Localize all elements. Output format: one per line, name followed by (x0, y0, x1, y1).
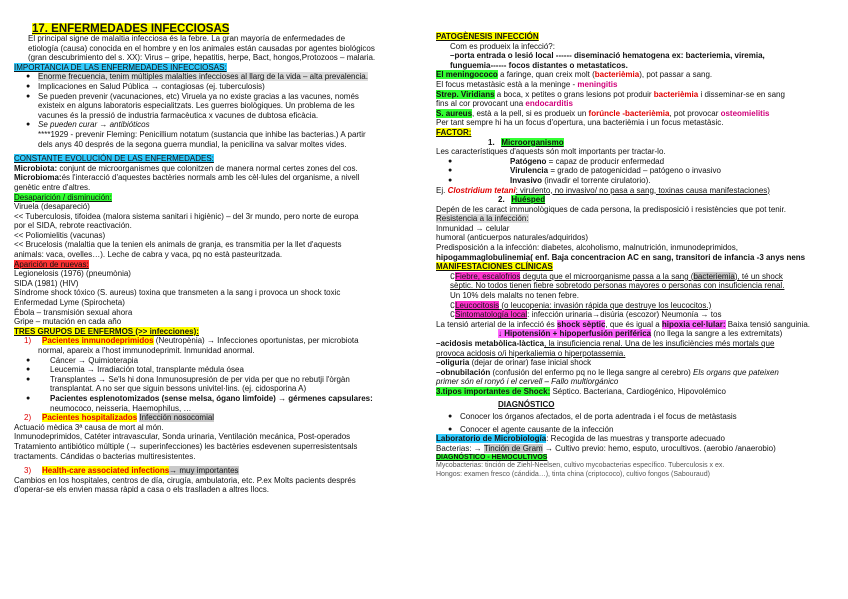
importance-line: existeix en alguns laboratoris especialitzats. Les guerres biològiques. Un problema de les (38, 101, 355, 111)
group-1-line: normal, apareix a l'host immunodeprimit. Inmunidad anormal. (38, 346, 255, 355)
factor-1-item: ● Virulencia = grado de patogenicidad – patógeno o invasivo (436, 166, 836, 176)
fiebre-line3: Un 10% dels malalts no tenen febre. (450, 291, 579, 301)
fleming-line: dels anys 40 després de la segona guerra mundial, la penicilina va salvar moltes vides. (38, 139, 347, 149)
mycobacterias-line: Mycobacterias: tinción de Ziehl-Neelsen, cultivo mycobacterias específico. Tuberculosis x ex. (436, 462, 725, 470)
manifestations-heading: MANIFESTACIONES CLÍNICAS (436, 262, 553, 272)
importance-item: ● Se pueden curar → antibióticos (14, 120, 422, 130)
meningococo-line: El meningococo a faringe, quan creix molt (bacterièmia), pot passar a sang. (436, 70, 713, 80)
factor-2-title: 2. Huésped (498, 195, 546, 205)
hipotension-line: ↓ Hipotensión + hipoperfusión periférica (no llega la sangre a les extremitats) (498, 329, 783, 339)
factor-heading: FACTOR: (436, 127, 472, 137)
saureus-line: S. aureus, està a la pell, si es produeix un forúncle -bacterièmia, pot provocar osteomielitis (436, 108, 770, 118)
factor-1-item: ● Patógeno = capaz de producir enfermedad (436, 157, 836, 167)
importance-heading: IMPORTANCIA DE LAS ENFERMEDADES INFECCIOSAS: (14, 62, 227, 72)
group-3-line: Cambios en los hospitales, centros de día, cirugía, ambulatoria, etc. P.ex Molts pacients després (14, 475, 356, 485)
acidosis-line2: provoca acidosis o/i hiperkaliemia o hiperpotassemia. (436, 348, 626, 358)
new-item: SIDA (1981) (HIV) (14, 278, 79, 288)
disappearance-heading: Desaparición / disminución: (14, 192, 112, 202)
factor-1-example: Ej. Clostridium tetani: virulento, no invasivo/ no pasa a sang, toxinas causa manifestaciones) (436, 185, 770, 195)
intro-line: etiología (causa) conocida en el hombre y en los animales están causadas por agentes biológicos (28, 43, 375, 53)
new-item: Enfermedad Lyme (Spirocheta) (14, 298, 125, 308)
factor-1-intro: Les característiques d'aquests són molt importants per tractar-lo. (436, 147, 666, 157)
new-item: Síndrome shock tóxico (S. aureus) toxina que transmeten a la sang i provoca un shock toxic (14, 288, 341, 298)
group-1-line: transplantat. A no ser que siguin bessons univitel·lins. (ej. cidosporina A) (50, 384, 307, 394)
group-3-line: d'operar-se els envien massa ràpid a casa o els traslladen a altres llocs. (14, 485, 269, 495)
right-column (436, 32, 836, 479)
disappearance-item: << Poliomielitis (vacunas) (14, 230, 106, 240)
hongos-line: Hongos: examen fresco (cándida…), tinta china (criptococo), cultivo fongos (Sabouraud) (436, 470, 710, 478)
microbioma-line: Microbioma:és l'interacció d'aquestes bactèries normals amb les cèl·lules del organisme, a nivell (14, 173, 360, 183)
bacterias-line: Bacterias: → Tinción de Gram → Cultivo previo: hemo, esputo, urocultivos. (aerobio /anaerobio) (436, 443, 776, 453)
page-title: 17. ENFERMEDADES INFECCIOSAS (32, 23, 230, 35)
group-2: 2) Pacientes hospitalizados Infección nosocomial (24, 413, 215, 423)
evolution-heading: CONSTANTE EVOLUCIÓN DE LAS ENFERMEDADES: (14, 154, 214, 164)
new-item: Ébola – transmisión sexual ahora (14, 307, 133, 317)
pathogenesis-question: Com es produeix la infecció?: (450, 41, 555, 51)
factor-2-line: humoral (anticuerpos naturales/adquiridos) (436, 233, 589, 243)
laboratory-line: Laboratorio de Microbiología: Recogida de las muestras y transporte adecuado (436, 434, 726, 444)
disappearance-item: animals: vaca, ovelles…). Leche de cabra y vaca, pq no està pasteuritzada. (14, 250, 283, 260)
acidosis-line: –acidosis metabòlica-làctica, la insuficiencia renal. Una de les insuficiències més mortals que (436, 339, 775, 348)
group-2-line: Actuació mèdica 3ª causa de mort al món. (14, 422, 164, 432)
factor-2-line: Depén de les caract immunològiques de cada persona, la predisposició i resistències que pot tenir. (436, 204, 786, 214)
fiebre-line2: sèptic. No todos tienen fiebre sobretodo personas mayores o personas con insuficiencia renal. (450, 281, 785, 291)
importance-item: ● Se pueden prevenir (vacunaciones, etc) Viruela ya no existe gracias a las vacunes, només (14, 92, 422, 102)
fiebre-line: ∁Fiebre, escalofrios deguta que el microorganisme passa a la sang (bacteriemia), té un shock (450, 271, 783, 281)
hemocultivos-heading: DIAGNÓSTICO - HEMOCULTIVOS (436, 453, 548, 461)
intro-line: (gran descubrimiento del s. XX): Virus – gripe, hepatitis, herpe, Bact, hongos,Protozoos – malaria. (28, 53, 376, 63)
leucocitosis-line: ∁Leucocitosis (o leucopenia: invasión rápida que destruye los leucocitos.) (450, 300, 712, 310)
new-item: Gripe – mutación en cada año (14, 317, 122, 327)
group-1-item: ● Transplantes → Se'ls hi dona Inmunosupresión de per vida per que no rebutji l'òrgàn (14, 375, 422, 385)
group-2-line: Tratamiento antibiótico múltiple (→ superinfecciones) les bactèries esdevenen superresistentsals (14, 441, 358, 451)
meningococo-line2: El focus metastàsic està a la meninge - meningitis (436, 79, 618, 89)
factor-2-line: Predisposición a la infección: diabetes, alcoholismo, malnutrición, inmunodeprimidos, (436, 243, 738, 253)
intro-line: El principal signe de malaltia infecciosa és la febre. La gran mayoría de enfermedades de (28, 34, 346, 43)
group-1-line: neumococo, neisseria, Haemophilus, … (50, 403, 192, 413)
groups-heading: TRES GRUPOS DE ENFERMOS (>> infecciones): (14, 326, 199, 336)
diagnosis-item: ● Conocer el agente causante de la infección (436, 425, 836, 435)
group-1: 1) Pacientes inmunodeprimidos (Neutropènia) → Infecciones oportunistas, per microbiota (24, 336, 359, 346)
importance-item: ● Enorme frecuencia, tenim múltiples malalties infeccioses al llarg de la vida – alta prevalencia. (14, 72, 422, 82)
group-2-line: Inmunodeprimidos, Catéter intravascular, Sonda urinaria, Ventilación mecánica, Post-operados (14, 432, 351, 442)
factor-2-line: Inmunidad → celular (436, 223, 510, 233)
importance-line: vacunes és la pressió de industria farmacèutica x vacunes de dubtosa eficàcia. (38, 110, 319, 120)
diagnosis-heading: DIAGNÓSTICO (498, 399, 555, 409)
group-3: 3) Health-care associated infections→ muy importantes (24, 466, 239, 476)
obnubilacion-line: –obnubilación (confusión del enfermo pq no le llega sangre al cerebro) Els organs que pateixen (436, 367, 779, 377)
factor-1-title: 1. Microorganismo (488, 137, 564, 147)
microbioma-line2: genètic entre d'altres. (14, 182, 91, 192)
pathogenesis-line: –porta entrada o lesió local ------ diseminació hematogena ex: bacteriemia, viremia, (450, 51, 765, 61)
strep-line2: fins al cor provocant una endocarditis (436, 99, 573, 109)
oliguria-line: –oliguria (dejar de orinar) fase inicial shock (436, 358, 592, 368)
fleming-line: ****1929 - prevenir Fleming: Penicillium notatum (sustancia que inhibe las bacterias.) A partir (38, 129, 366, 139)
microbiota-line: Microbiota: conjunt de microorganismes que colonitzen de manera normal certes zones del cos. (14, 163, 358, 173)
disappearance-item: << Tuberculosis, tifoidea (malora sistema sanitari i higiènic) – del 3r mundo, pero norte de europa (14, 211, 359, 221)
group-1-item: ● Leucemia → Irradiación total, transplante médula ósea (14, 365, 422, 375)
factor-1-item: ● Invasivo (invadir el torrente cirulatorio). (436, 176, 836, 186)
shock-types-line: 3.tipos importantes de Shock: Séptico. Bacteriana, Cardiogénico, Hipovolémico (436, 386, 726, 396)
disappearance-item: Viruela (desapareció) (14, 202, 90, 212)
group-1-item: ● Pacientes esplenotomizados (sense melsa, ógano limfoide) → gérmenes capsulares: (14, 394, 422, 404)
group-1-item: ● Cáncer → Quimioterapia (14, 356, 422, 366)
diagnosis-item: ● Conocer los órganos afectados, el de porta adentrada i el focus de metàstasis (436, 412, 836, 422)
factor-2-line: hipogammaglobulinemia( enf. Baja concentracion AC en sang, transitori de infancia -3 anys nens (436, 252, 806, 262)
tension-line: La tensió arterial de la infecció és shock sèptic, que és igual a hipoxia cel·lular: Baixa tensió sanguinia. (436, 319, 810, 329)
factor-2-line: Resistencia a la infección: (436, 214, 529, 224)
new-item: Legionelosis (1976) (pneumònia) (14, 269, 131, 279)
obnubilacion-line2: primer són el ronyó i el cervell – Fallo multiorgánico (436, 377, 619, 387)
group-2-line: tractaments. Cándidas o bacterias multiresistentes. (14, 451, 196, 461)
new-heading: Aparición de nuevas: (14, 259, 89, 269)
strep-line: Strep. Viridians a boca, x petites o grans lesions pot produir bacterièmia i disseminar-se en sang (436, 89, 785, 99)
disappearance-item: << Brucelosis (malaltia que la tenien els animals de granja, es transmitia per la llet d'aquests (14, 240, 342, 250)
left-column (14, 34, 422, 495)
importance-item: ● Implicaciones en Salud Pública → contagiosas (ej. tuberculosis) (14, 82, 422, 92)
pathogenesis-heading: PATOGÈNESIS INFECCIÓN (436, 32, 539, 41)
disappearance-item: por el SIDA, rebrote reactivación. (14, 221, 132, 231)
sintomatologia-line: ∁Sintomatología local: infección urinaria→disúria (escozor) Neumonía → tos (450, 310, 722, 320)
pathogenesis-line: funguemia------ focos distantes o metastaticos. (450, 60, 628, 70)
saureus-line2: Per tant sempre hi ha un focus d'opertura, una bacterièmia i un focus metastàsic. (436, 118, 724, 128)
